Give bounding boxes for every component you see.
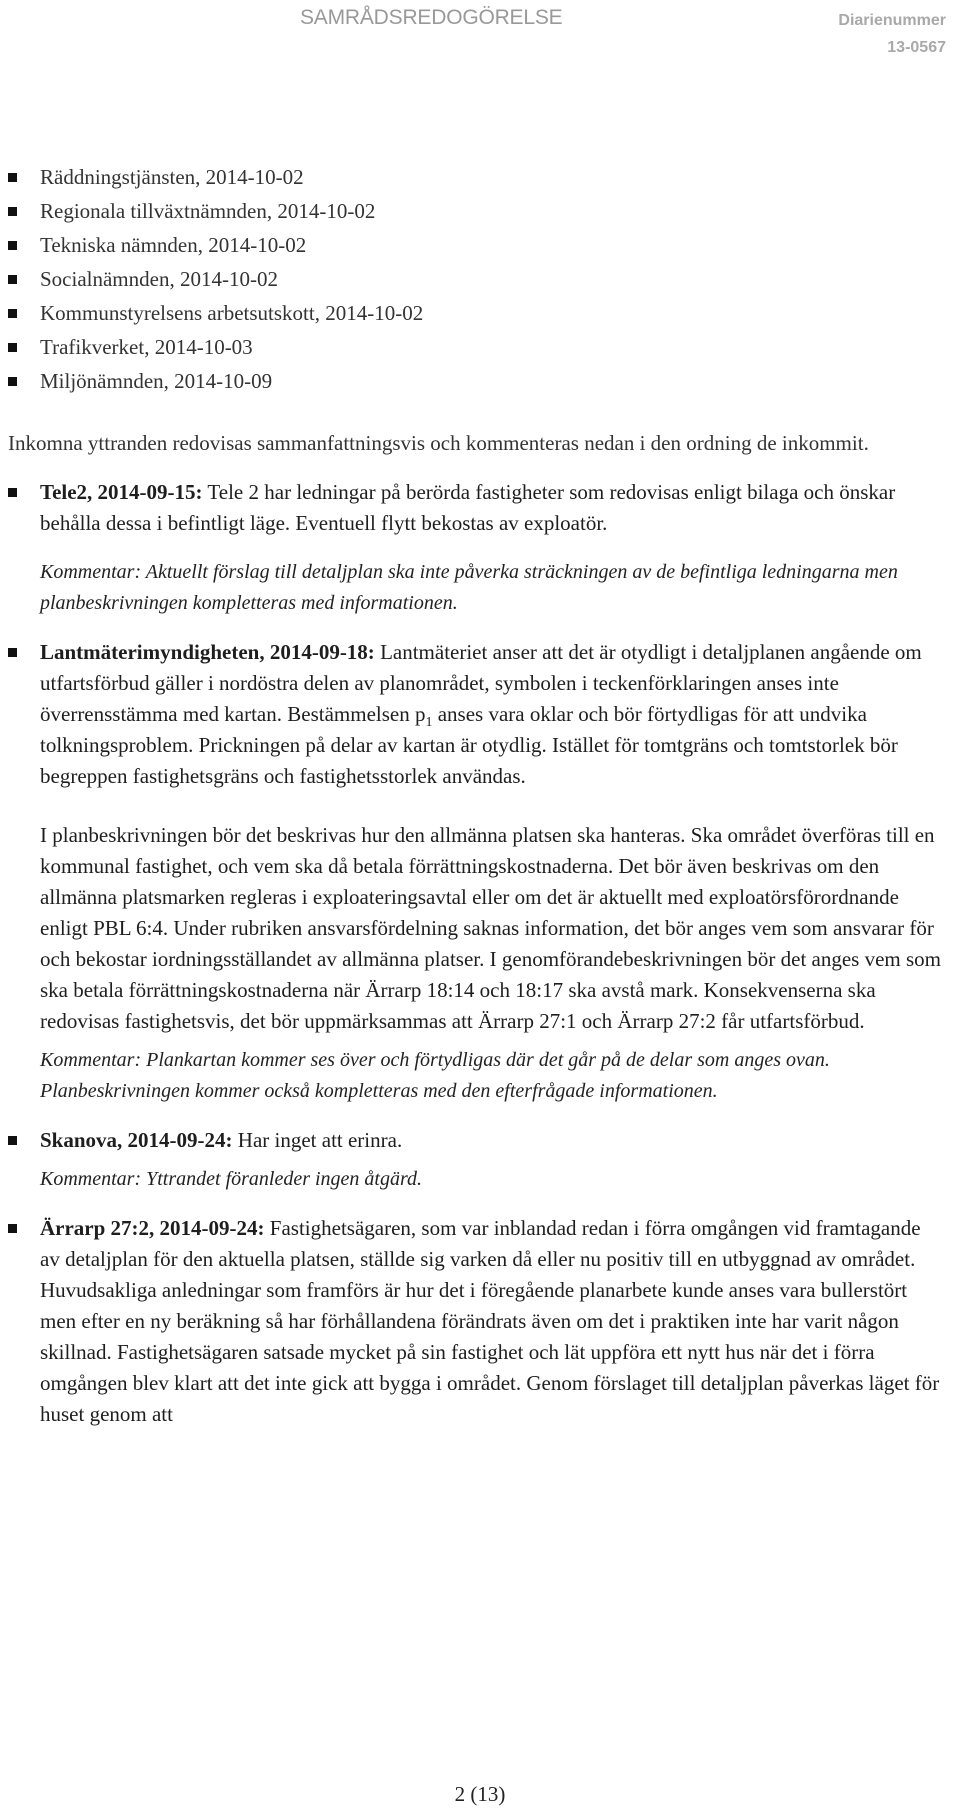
bullet-icon: [8, 309, 17, 318]
bullet-icon: [8, 241, 17, 250]
bullet-icon: [8, 343, 17, 352]
list-item: Kommunstyrelsens arbetsutskott, 2014-10-02: [0, 296, 960, 330]
list-item: Räddningstjänsten, 2014-10-02: [0, 160, 960, 194]
statement-label: Tele2, 2014-09-15:: [40, 480, 203, 504]
statement-label: Skanova, 2014-09-24:: [40, 1128, 233, 1152]
page-number: 2 (13): [454, 1782, 506, 1806]
list-item: Trafikverket, 2014-10-03: [0, 330, 960, 364]
document-body: [0, 160, 960, 1430]
bullet-icon: [8, 207, 17, 216]
statement-skanova: Skanova, 2014-09-24: Har inget att erinra.: [0, 1125, 945, 1156]
statement-label: Lantmäterimyndigheten, 2014-09-18:: [40, 640, 375, 664]
bullet-icon: [8, 648, 17, 657]
statement-tele2: [0, 477, 945, 539]
list-item: Miljönämnden, 2014-10-09: [0, 364, 960, 398]
list-item: Tekniska nämnden, 2014-10-02: [0, 228, 960, 262]
bullet-icon: [8, 1224, 17, 1233]
subscript: 1: [425, 715, 433, 731]
statement-arrarp: Ärrarp 27:2, 2014-09-24: Fastighetsägaren, som var inblandad redan i förra omgången vid framtagande av detaljplan för den aktuella platsen, ställde sig varken då eller nu positiv till en utbyggnad av området. Huvudsakliga anledningar som framförs är hur det i föregående planarbete kunde anses vara bullerstört men efter en ny beräkning så har förhållandena förändrats även om det i praktiken inte har varit någon skillnad. Fastighetsägaren satsade mycket på sin fastighet och lät uppföra ett nytt hus när det i förra omgången blev klart att det inte gick att bygga i området. Genom förslaget till detaljplan påverkas läget för huset genom att: [0, 1213, 945, 1430]
statement-text: Tele 2 har ledningar på berörda fastigheter som redovisas enligt bilaga och önskar behålla dessa i befintligt läge. Eventuell flytt bekostas av exploatör.: [40, 480, 896, 535]
list-item: Socialnämnden, 2014-10-02: [0, 262, 960, 296]
list-item: Regionala tillväxtnämnden, 2014-10-02: [0, 194, 960, 228]
bullet-icon: [8, 275, 17, 284]
diarie-label: Diarienummer: [838, 12, 946, 29]
document-title: SAMRÅDSREDOGÖRELSE: [300, 6, 563, 29]
comment-skanova: Kommentar: Yttrandet föranleder ingen åtgärd.: [40, 1168, 423, 1190]
bullet-icon: [8, 173, 17, 182]
bullet-icon: [8, 1136, 17, 1145]
bullet-icon: [8, 488, 17, 497]
bullet-icon: [8, 377, 17, 386]
statement-paragraph: I planbeskrivningen bör det beskrivas hur den allmänna platsen ska hanteras. Ska området överföras till en kommunal fastighet, och vem ska då betala förrättningskostnaderna. Det bör även beskrivas om den allmänna platsmarken regleras i exploateringsavtal eller om det är aktuellt med exploatörsförordnande enligt PBL 6:4. Under rubriken ansvarsfördelning saknas information, det bör anges vem som ansvarar för och bekostar iordningsställandet av allmänna platser. I genomförandebeskrivningen bör det anges vem som ska betala förrättningskostnaderna när Ärrarp 18:14 och 18:17 ska avstå mark. Konsekvenserna ska redovisas fastighetsvis, det bör uppmärksammas att Ärrarp 27:1 och Ärrarp 27:2 får utfartsförbud.: [40, 823, 942, 1033]
comment-lantmateri: Kommentar: Plankartan kommer ses över och förtydligas där det går på de delar som anges ovan. Planbeskrivningen kommer också kompletteras med den efterfrågade informationen.: [40, 1049, 830, 1102]
recipient-list: [0, 160, 960, 398]
statement-lantmateri: Lantmäterimyndigheten, 2014-09-18: Lantmäteriet anser att det är otydligt i detaljplanen angående om utfartsförbud gäller i nordöstra delen av planområdet, symbolen i teckenförklaringen anses inte överrensstämma med kartan. Bestämmelsen $p_1$ anses vara oklar och bör förtydligas för att undvika tolkningsproblem. Prickningen på delar av kartan är otydlig. Istället för tomtgräns och tomtstorlek bör begreppen fastighetsgräns och fastighetsstorlek användas. I planbeskrivningen bör det beskrivas hur den allmänna platsen ska hanteras. Ska området överföras till en kommunal fastighet, och vem ska då betala förrättningskostnaderna. Det bör även beskrivas om den allmänna platsmarken regleras i exploateringsavtal eller om det är aktuellt med exploatörsförordnande enligt PBL 6:4. Under rubriken ansvarsfördelning saknas information, det bör anges vem som ansvarar för och bekostar iordningsställandet av allmänna platser. I genomförandebeskrivningen bör det anges vem som ska betala förrättningskostnaderna när Ärrarp 18:14 och 18:17 ska avstå mark. Konsekvenserna ska redovisas fastighetsvis, det bör uppmärksammas att Ärrarp 27:1 och Ärrarp 27:2 får utfartsförbud.: [0, 637, 945, 1037]
diarie-block: [838, 7, 946, 61]
statement-label: Ärrarp 27:2, 2014-09-24:: [40, 1216, 265, 1240]
intro-paragraph: Inkomna yttranden redovisas sammanfattningsvis och kommenteras nedan i den ordning de inkommit.: [8, 431, 869, 455]
comment-tele2: Kommentar: Aktuellt förslag till detaljplan ska inte påverka sträckningen av de befintliga ledningarna men planbeskrivningen kompletteras med informationen.: [40, 561, 898, 614]
diarie-number: 13-0567: [887, 39, 946, 56]
